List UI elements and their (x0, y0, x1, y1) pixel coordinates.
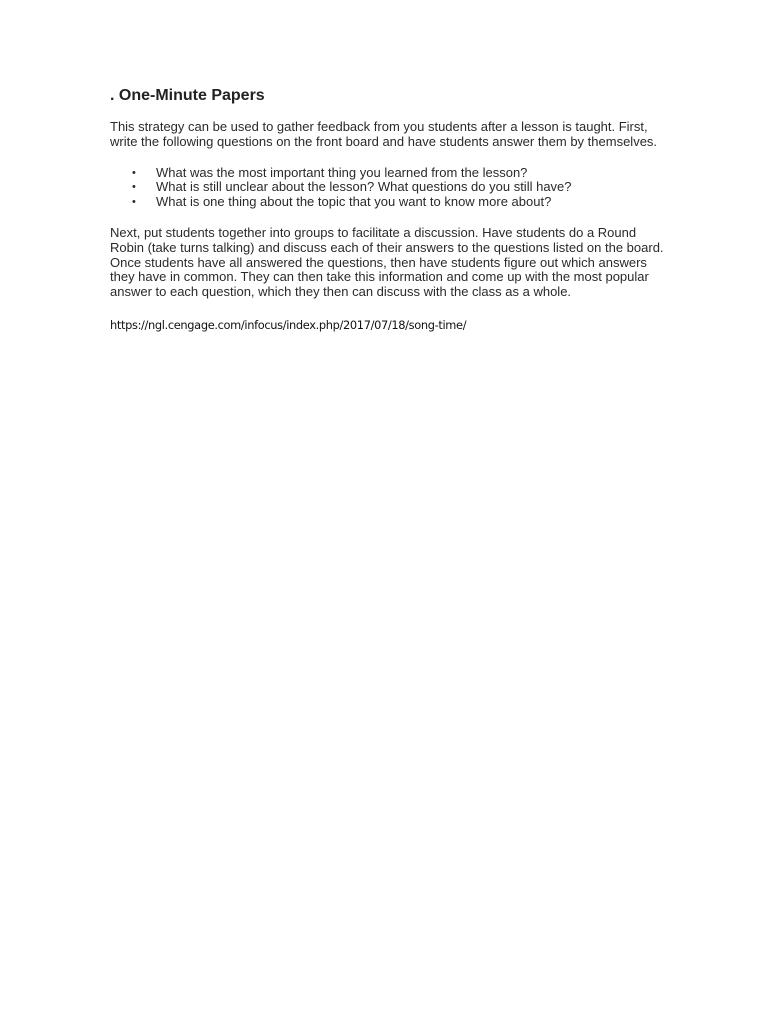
question-item (110, 195, 670, 210)
question-text: What is one thing about the topic that you want to know more about? (156, 194, 552, 210)
bullet-icon: • (132, 181, 136, 194)
question-item (110, 180, 670, 195)
question-item (110, 166, 670, 181)
section-heading: . One-Minute Papers (110, 87, 265, 104)
source-link[interactable]: https://ngl.cengage.com/infocus/index.php/2017/07/18/song-time/ (110, 317, 467, 332)
question-text: What was the most important thing you learned from the lesson? (156, 164, 528, 180)
question-text: What is still unclear about the lesson? What questions do you still have? (156, 179, 572, 195)
document-content (110, 86, 670, 334)
intro-paragraph: This strategy can be used to gather feedback from you students after a lesson is taught. First, write the following questions on the front board and have students answer them by themselves. (110, 119, 658, 149)
bullet-icon: • (132, 196, 136, 209)
bullet-icon: • (132, 166, 136, 179)
body-paragraph: Next, put students together into groups to facilitate a discussion. Have students do a Round Robin (take turns talking) and discuss each of their answers to the questions listed on the board. Once students have all answered the questions, then have students figure out which answers they have in common. They can then take this information and come up with the most popular answer to each question, which they then can discuss with the class as a whole. (110, 224, 664, 300)
question-list (110, 166, 670, 210)
